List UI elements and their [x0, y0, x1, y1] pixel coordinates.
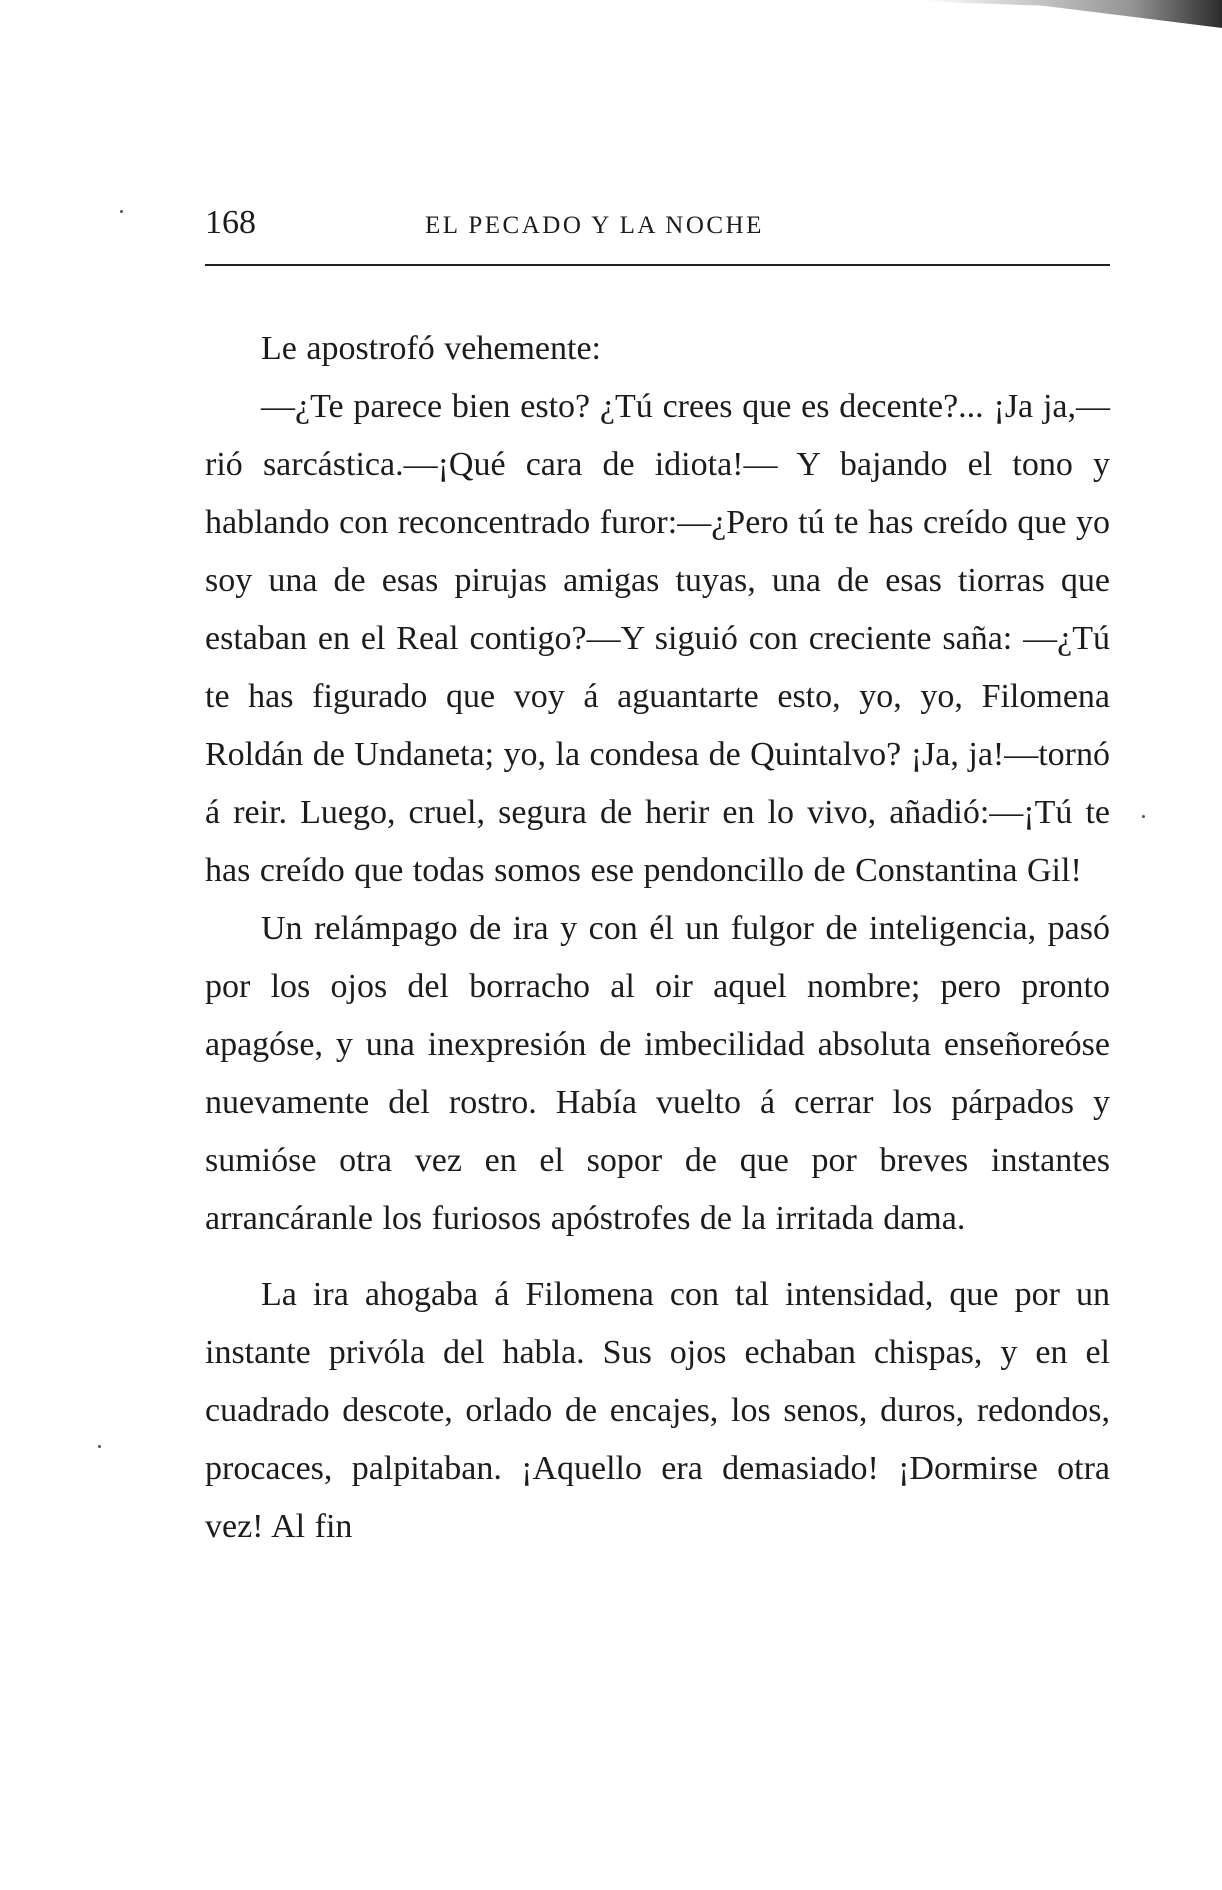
paper-speck: [1142, 815, 1145, 818]
paper-speck: [120, 210, 123, 213]
body-text: [205, 320, 1110, 1556]
paper-speck: [98, 1445, 101, 1448]
running-title: EL PECADO Y LA NOCHE: [425, 212, 764, 239]
page-header: [205, 204, 1110, 244]
paragraph: —¿Te parece bien esto? ¿Tú crees que es decente?... ¡Ja ja,—rió sarcástica.—¡Qué cara de idiota!— Y bajando el tono y hablando con reconcentrado furor:—¿Pero tú te has creído que yo soy una de esas pirujas amigas tuyas, una de esas tiorras que estaban en el Real contigo?—Y siguió con creciente saña: —¿Tú te has figurado que voy á aguantarte esto, yo, yo, Filomena Roldán de Undaneta; yo, la condesa de Quintalvo? ¡Ja, ja!—tornó á reir. Luego, cruel, segura de herir en lo vivo, añadió:—¡Tú te has creído que todas somos ese pendoncillo de Constantina Gil!: [205, 388, 1111, 889]
paragraph: Un relámpago de ira y con él un fulgor de inteligencia, pasó por los ojos del borracho al oir aquel nombre; pero pronto apagóse, y una inexpresión de imbecilidad absoluta enseñoreóse nuevamente del rostro. Había vuelto á cerrar los párpados y sumióse otra vez en el sopor de que por breves instantes arrancáranle los furiosos apóstrofes de la irritada dama.: [205, 910, 1110, 1237]
header-rule: [205, 264, 1110, 266]
paragraph: La ira ahogaba á Filomena con tal intensidad, que por un instante privóla del habla. Sus ojos echaban chispas, y en el cuadrado descote, orlado de encajes, los senos, duros, redondos, procaces, palpitaban. ¡Aquello era demasiado! ¡Dormirse otra vez! Al fin: [205, 1276, 1110, 1545]
page-number: 168: [205, 204, 256, 241]
page-edge-shadow: [922, 0, 1222, 28]
paragraph: Le apostrofó vehemente:: [261, 330, 601, 367]
